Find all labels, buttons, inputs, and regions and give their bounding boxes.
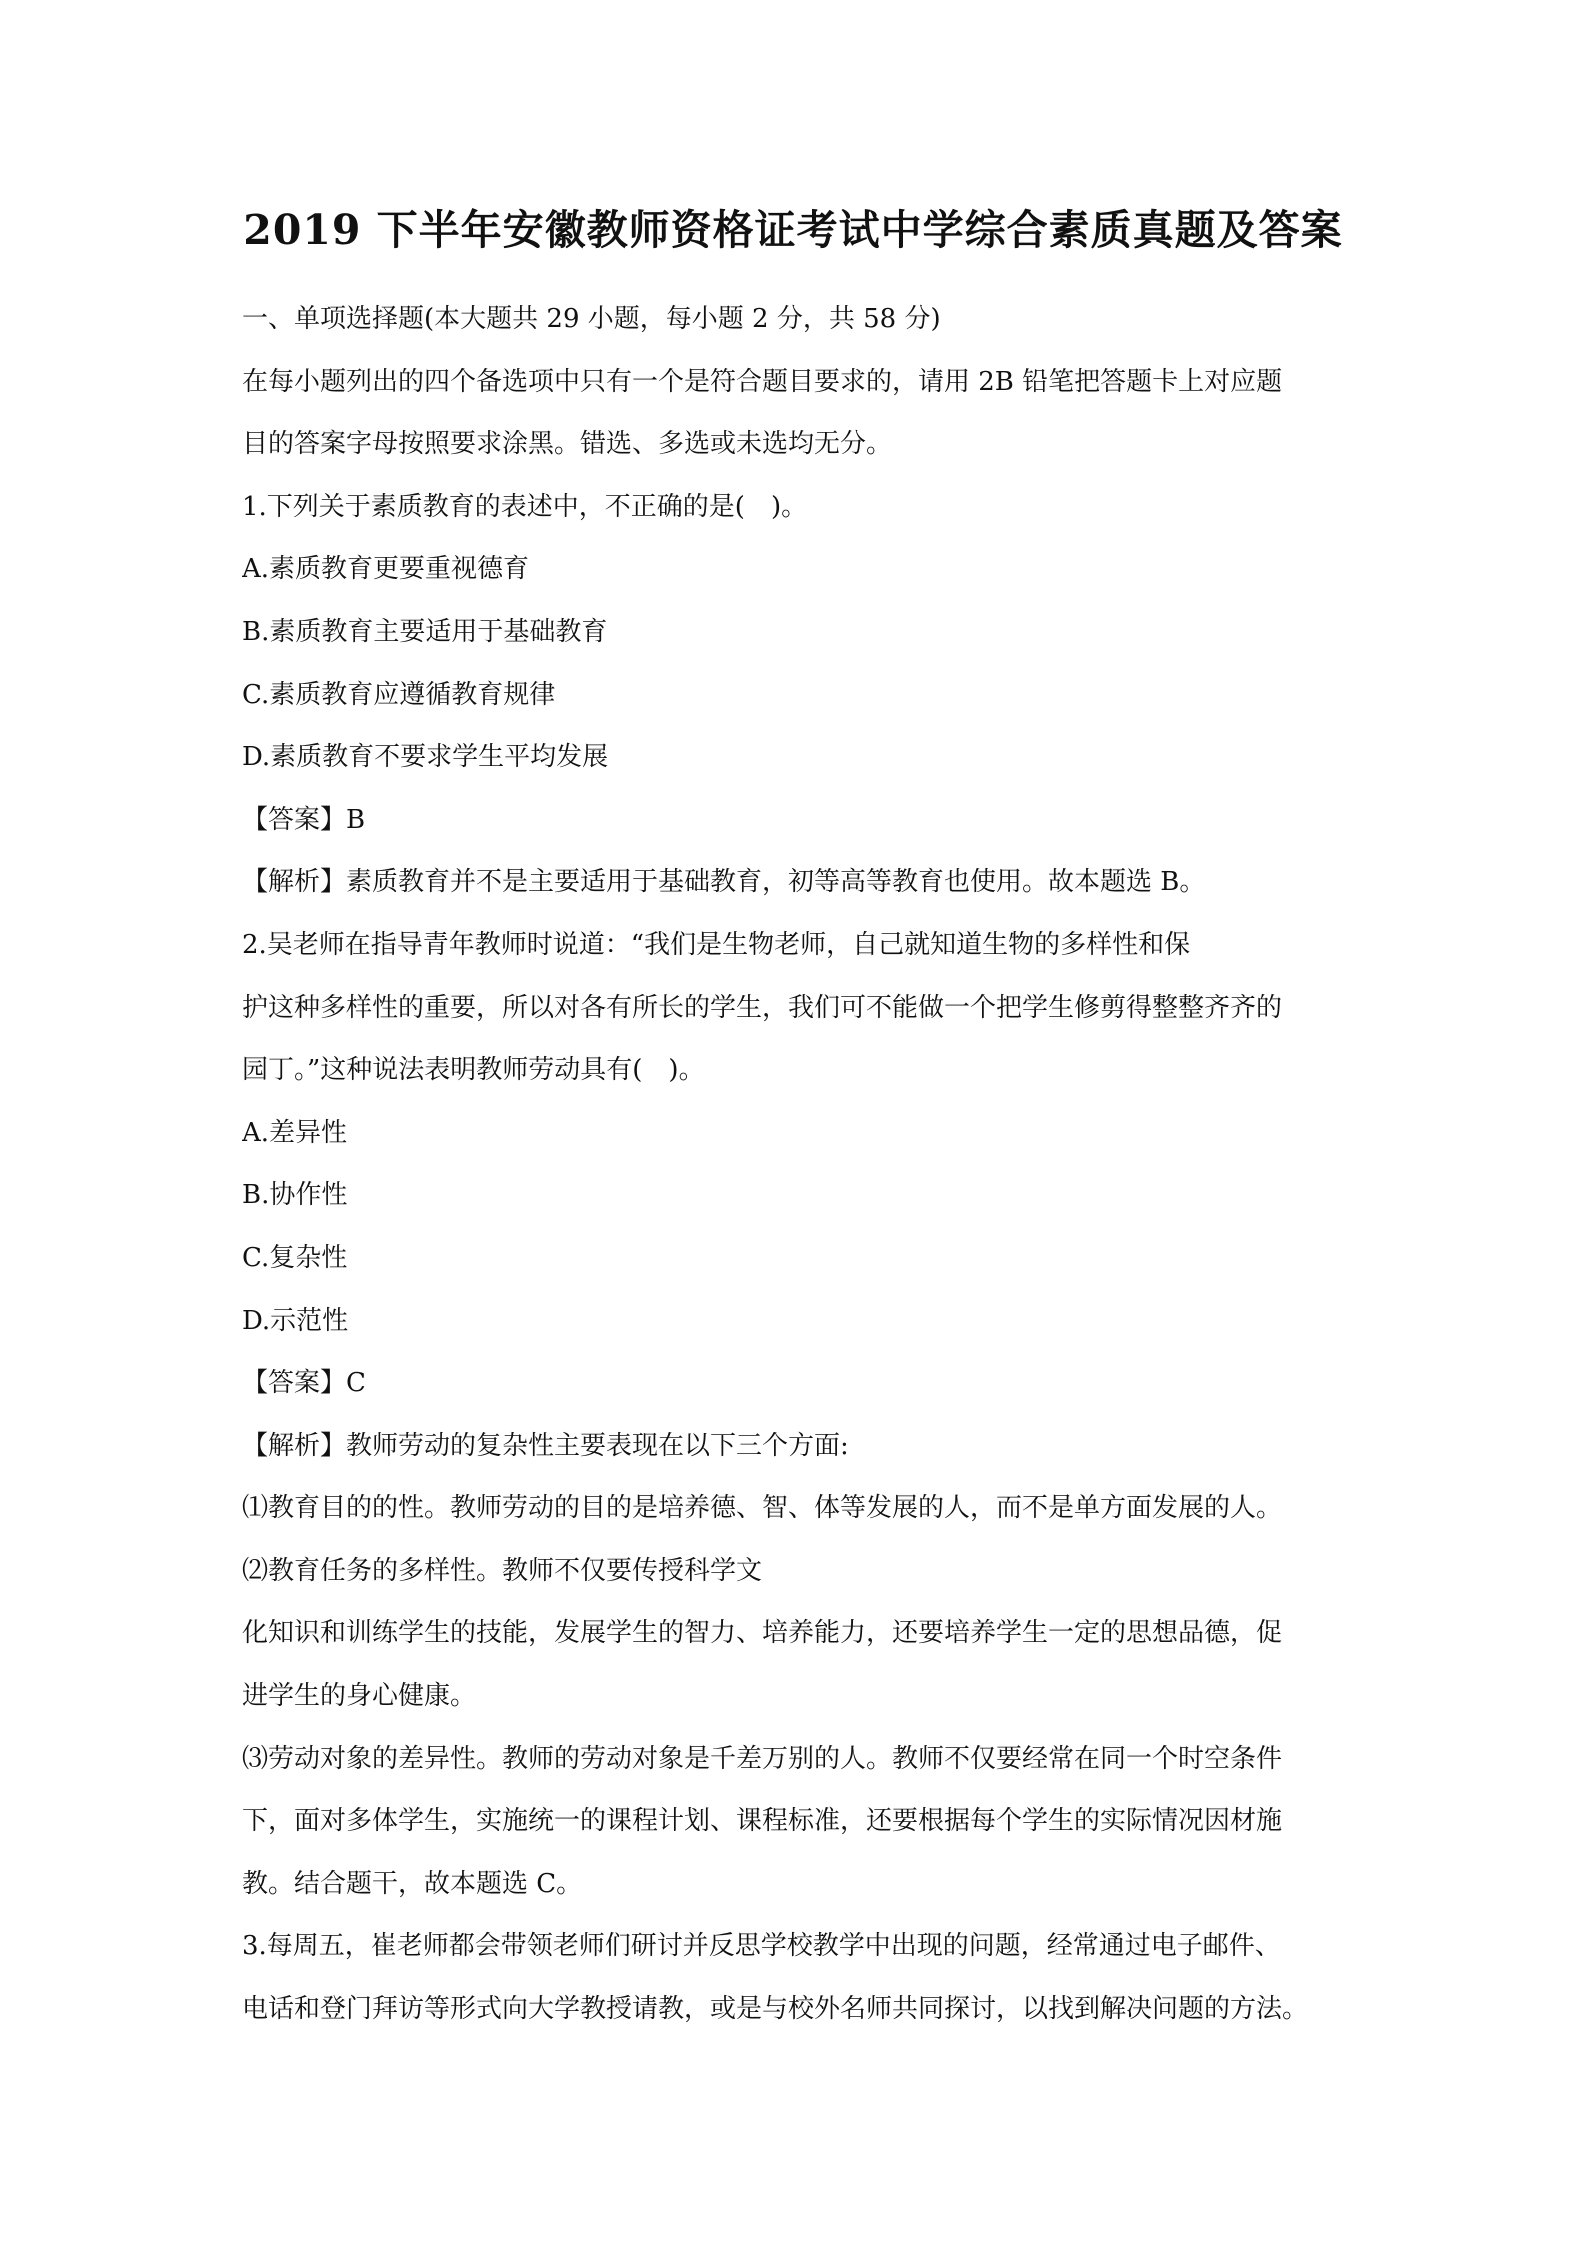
analysis-point-3: 下，面对多体学生，实施统一的课程计划、课程标准，还要根据每个学生的实际情况因材施: [242, 1806, 1283, 1837]
analysis-point-2: ⑵教育任务的多样性。教师不仅要传授科学文: [242, 1555, 763, 1586]
question-1-stem: 1.下列关于素质教育的表述中，不正确的是( )。: [242, 491, 808, 522]
question-1-option-a: A.素质教育更要重视德育: [242, 554, 530, 585]
question-2-option-c: C.复杂性: [242, 1242, 348, 1273]
analysis-point-1: ⑴教育目的的性。教师劳动的目的是培养德、智、体等发展的人，而不是单方面发展的人。: [242, 1493, 1283, 1524]
analysis-point-2: 化知识和训练学生的技能，发展学生的智力、培养能力，还要培养学生一定的思想品德，促: [242, 1618, 1283, 1649]
question-1-option-c: C.素质教育应遵循教育规律: [242, 679, 556, 710]
question-1-option-b: B.素质教育主要适用于基础教育: [242, 616, 608, 647]
analysis-point-3: ⑶劳动对象的差异性。教师的劳动对象是千差万别的人。教师不仅要经常在同一个时空条件: [242, 1743, 1283, 1774]
question-2-stem: 2.吴老师在指导青年教师时说道：“我们是生物老师，自己就知道生物的多样性和保: [242, 929, 1191, 960]
document-body: [242, 288, 1352, 2041]
analysis-point-3: 教。结合题干，故本题选 C。: [242, 1868, 583, 1899]
question-2-option-a: A.差异性: [242, 1117, 348, 1148]
instruction-text: 目的答案字母按照要求涂黑。错选、多选或未选均无分。: [242, 429, 893, 460]
question-2-option-b: B.协作性: [242, 1180, 348, 1211]
question-2-stem: 护这种多样性的重要，所以对各有所长的学生，我们可不能做一个把学生修剪得整整齐齐的: [242, 992, 1283, 1023]
question-3-stem: 3.每周五，崔老师都会带领老师们研讨并反思学校教学中出现的问题，经常通过电子邮件、: [242, 1931, 1281, 1962]
document-title: 2019 下半年安徽教师资格证考试中学综合素质真题及答案: [243, 206, 1343, 254]
question-2-stem: 园丁。”这种说法表明教师劳动具有( )。: [242, 1055, 705, 1086]
question-1-answer: 【答案】B: [242, 804, 366, 835]
question-2-option-d: D.示范性: [242, 1305, 349, 1336]
question-1-analysis: 【解析】素质教育并不是主要适用于基础教育，初等高等教育也使用。故本题选 B。: [242, 867, 1206, 898]
instruction-text: 在每小题列出的四个备选项中只有一个是符合题目要求的，请用 2B 铅笔把答题卡上对应题: [242, 366, 1283, 397]
question-3-stem: 电话和登门拜访等形式向大学教授请教，或是与校外名师共同探讨，以找到解决问题的方法。: [242, 1994, 1309, 2025]
question-2-analysis: 【解析】教师劳动的复杂性主要表现在以下三个方面:: [242, 1430, 849, 1461]
question-1-option-d: D.素质教育不要求学生平均发展: [242, 742, 609, 773]
question-2-answer: 【答案】C: [242, 1368, 366, 1399]
section-heading: 一、单项选择题(本大题共 29 小题，每小题 2 分，共 58 分): [242, 304, 941, 334]
analysis-point-2: 进学生的身心健康。: [242, 1681, 477, 1712]
